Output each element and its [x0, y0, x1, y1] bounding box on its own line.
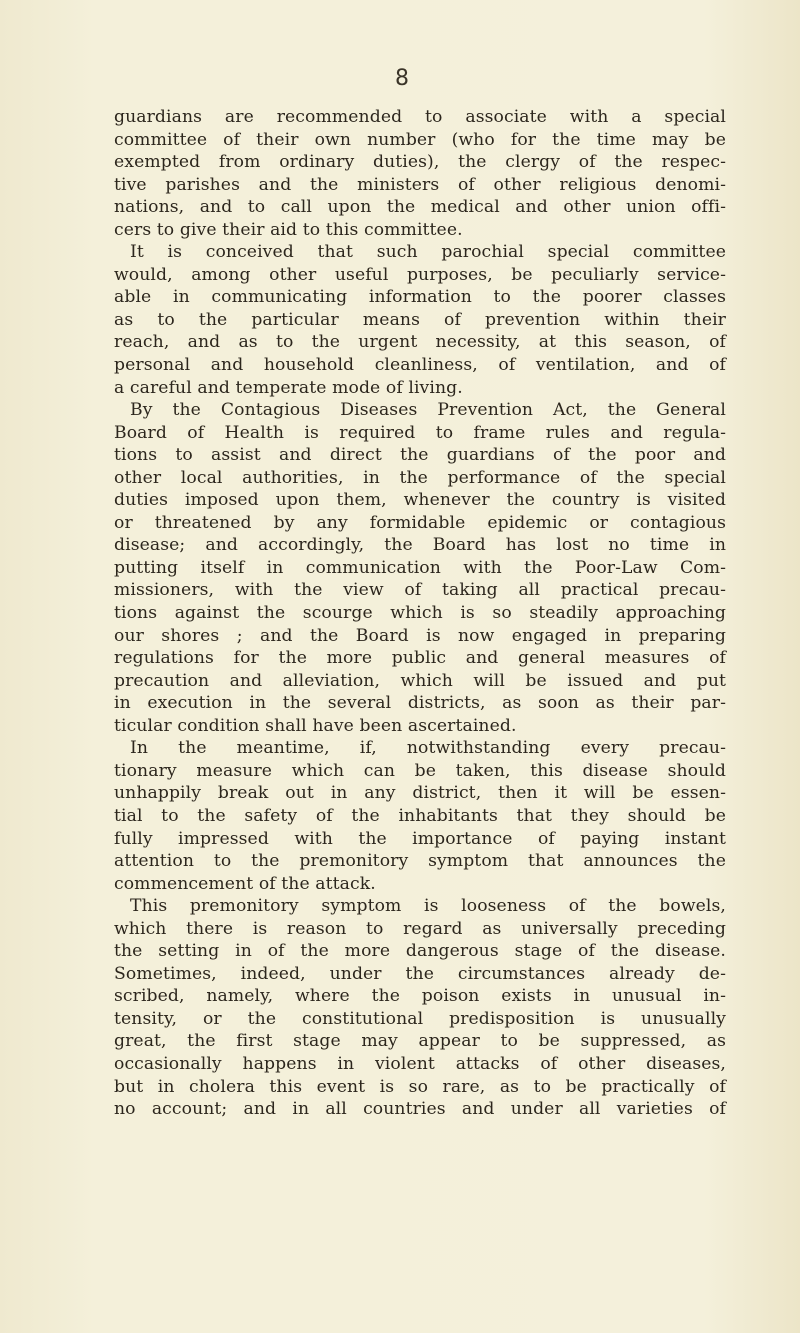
text-line: disease; and accordingly, the Board has lost no time in	[114, 535, 726, 556]
text-line: or threatened by any formidable epidemic or contagious	[114, 512, 726, 533]
text-line: It is conceived that such parochial special committee	[130, 242, 726, 263]
text-line: tionary measure which can be taken, this disease should	[114, 760, 726, 781]
text-line: fully impressed with the importance of paying instant	[114, 828, 726, 849]
text-line: duties imposed upon them, whenever the country is visited	[114, 490, 726, 511]
text-line: tive parishes and the ministers of other religious denomi-	[114, 174, 726, 195]
text-line: putting itself in communication with the Poor-Law Com-	[114, 557, 726, 578]
text-line: great, the first stage may appear to be suppressed, as	[114, 1031, 726, 1052]
text-line: tial to the safety of the inhabitants that they should be	[114, 805, 726, 826]
text-line: This premonitory symptom is looseness of the bowels,	[130, 896, 726, 917]
text-line: scribed, namely, where the poison exists in unusual in-	[114, 986, 726, 1007]
text-line: nations, and to call upon the medical and other union offi-	[114, 197, 726, 218]
text-line: but in cholera this event is so rare, as to be practically of	[114, 1076, 726, 1097]
text-line: regulations for the more public and general measures of	[114, 648, 726, 669]
text-line: By the Contagious Diseases Prevention Act, the General	[130, 400, 726, 421]
text-line: unhappily break out in any district, then it will be essen-	[114, 783, 726, 804]
text-line: other local authorities, in the performance of the special	[114, 467, 726, 488]
text-line: tions against the scourge which is so steadily approaching	[114, 603, 726, 624]
text-line: a careful and temperate mode of living.	[114, 377, 463, 398]
text-line: no account; and in all countries and under all varieties of	[114, 1099, 726, 1120]
text-line: ticular condition shall have been ascertained.	[114, 715, 517, 736]
page-number: 8	[395, 66, 409, 91]
text-line: the setting in of the more dangerous stage of the disease.	[114, 941, 726, 962]
text-line: which there is reason to regard as universally preceding	[114, 918, 726, 939]
text-line: tions to assist and direct the guardians of the poor and	[114, 445, 726, 466]
text-line: Sometimes, indeed, under the circumstances already de-	[114, 963, 726, 984]
text-line: reach, and as to the urgent necessity, at this season, of	[114, 332, 726, 353]
text-line: precaution and alleviation, which will be issued and put	[114, 670, 726, 691]
text-line: tensity, or the constitutional predisposition is unusually	[114, 1008, 726, 1029]
text-line: as to the particular means of prevention within their	[114, 309, 726, 330]
text-line: missioners, with the view of taking all practical precau-	[114, 580, 726, 601]
body-text	[114, 106, 726, 1121]
text-line: guardians are recommended to associate with a special	[114, 107, 726, 127]
text-line: occasionally happens in violent attacks of other diseases,	[114, 1053, 726, 1074]
text-line: Board of Health is required to frame rules and regula-	[114, 422, 726, 443]
text-line: able in communicating information to the poorer classes	[114, 287, 726, 308]
text-line: attention to the premonitory symptom that announces the	[114, 851, 726, 872]
text-line: our shores ; and the Board is now engaged in preparing	[114, 625, 726, 646]
text-line: committee of their own number (who for the time may be	[114, 129, 726, 150]
text-line: cers to give their aid to this committee.	[114, 219, 463, 240]
text-line: commencement of the attack.	[114, 873, 376, 894]
text-line: exempted from ordinary duties), the clergy of the respec-	[114, 152, 726, 173]
text-line: personal and household cleanliness, of ventilation, and of	[114, 355, 726, 376]
text-line: would, among other useful purposes, be peculiarly service-	[114, 264, 726, 285]
text-line: in execution in the several districts, as soon as their par-	[114, 693, 726, 714]
text-line: In the meantime, if, notwithstanding every precau-	[130, 738, 726, 759]
